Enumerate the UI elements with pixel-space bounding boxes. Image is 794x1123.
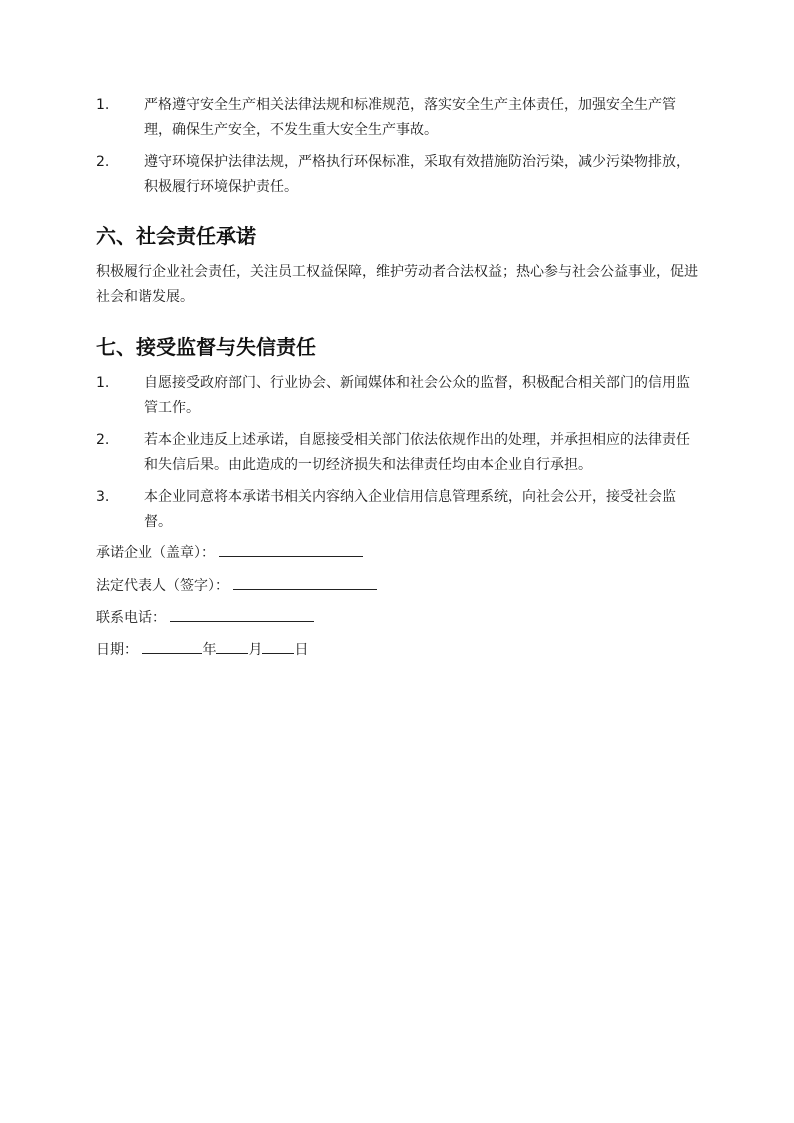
representative-signature-line <box>96 574 377 596</box>
list-number: 1. <box>96 375 110 391</box>
list-text: 若本企业违反上述承诺，自愿接受相关部门依法依规作出的处理，并承担相应的法律责任和失信后果。由此造成的一切经济损失和法律责任均由本企业自行承担。 <box>144 432 690 473</box>
list-number: 2. <box>96 432 110 448</box>
phone-label: 联系电话： <box>96 610 166 626</box>
list-number: 1. <box>96 97 110 113</box>
month-label: 月 <box>248 642 263 658</box>
section-seven-heading: 七、接受监督与失信责任 <box>96 335 316 359</box>
year-blank[interactable] <box>142 638 202 654</box>
section-six-heading: 六、社会责任承诺 <box>96 224 256 248</box>
list-text: 本企业同意将本承诺书相关内容纳入企业信用信息管理系统，向社会公开，接受社会监督。 <box>144 489 676 530</box>
company-seal-blank[interactable] <box>219 541 363 557</box>
date-label: 日期： <box>96 642 138 658</box>
date-line <box>96 638 308 660</box>
day-blank[interactable] <box>262 638 294 654</box>
phone-line <box>96 606 314 628</box>
representative-signature-blank[interactable] <box>233 574 377 590</box>
list-number: 2. <box>96 154 110 170</box>
commitment-list-five <box>96 93 700 207</box>
section-six-body: 积极履行企业社会责任，关注员工权益保障，维护劳动者合法权益；热心参与社会公益事业，促进社会和谐发展。 <box>96 264 698 305</box>
company-seal-label: 承诺企业（盖章）： <box>96 545 215 561</box>
list-item <box>96 93 700 143</box>
list-number: 3. <box>96 489 110 505</box>
representative-label: 法定代表人（签字）： <box>96 578 229 594</box>
list-item <box>96 150 700 200</box>
commitment-list-seven <box>96 371 700 542</box>
company-seal-line <box>96 541 363 563</box>
day-label: 日 <box>294 642 309 658</box>
year-label: 年 <box>202 642 217 658</box>
month-blank[interactable] <box>216 638 248 654</box>
list-item <box>96 485 700 535</box>
list-text: 自愿接受政府部门、行业协会、新闻媒体和社会公众的监督，积极配合相关部门的信用监管工作。 <box>144 375 690 416</box>
list-text: 严格遵守安全生产相关法律法规和标准规范，落实安全生产主体责任，加强安全生产管理，确保生产安全，不发生重大安全生产事故。 <box>144 97 676 138</box>
list-text: 遵守环境保护法律法规，严格执行环保标准，采取有效措施防治污染，减少污染物排放，积极履行环境保护责任。 <box>144 154 690 195</box>
list-item <box>96 428 700 478</box>
phone-blank[interactable] <box>170 606 314 622</box>
list-item <box>96 371 700 421</box>
